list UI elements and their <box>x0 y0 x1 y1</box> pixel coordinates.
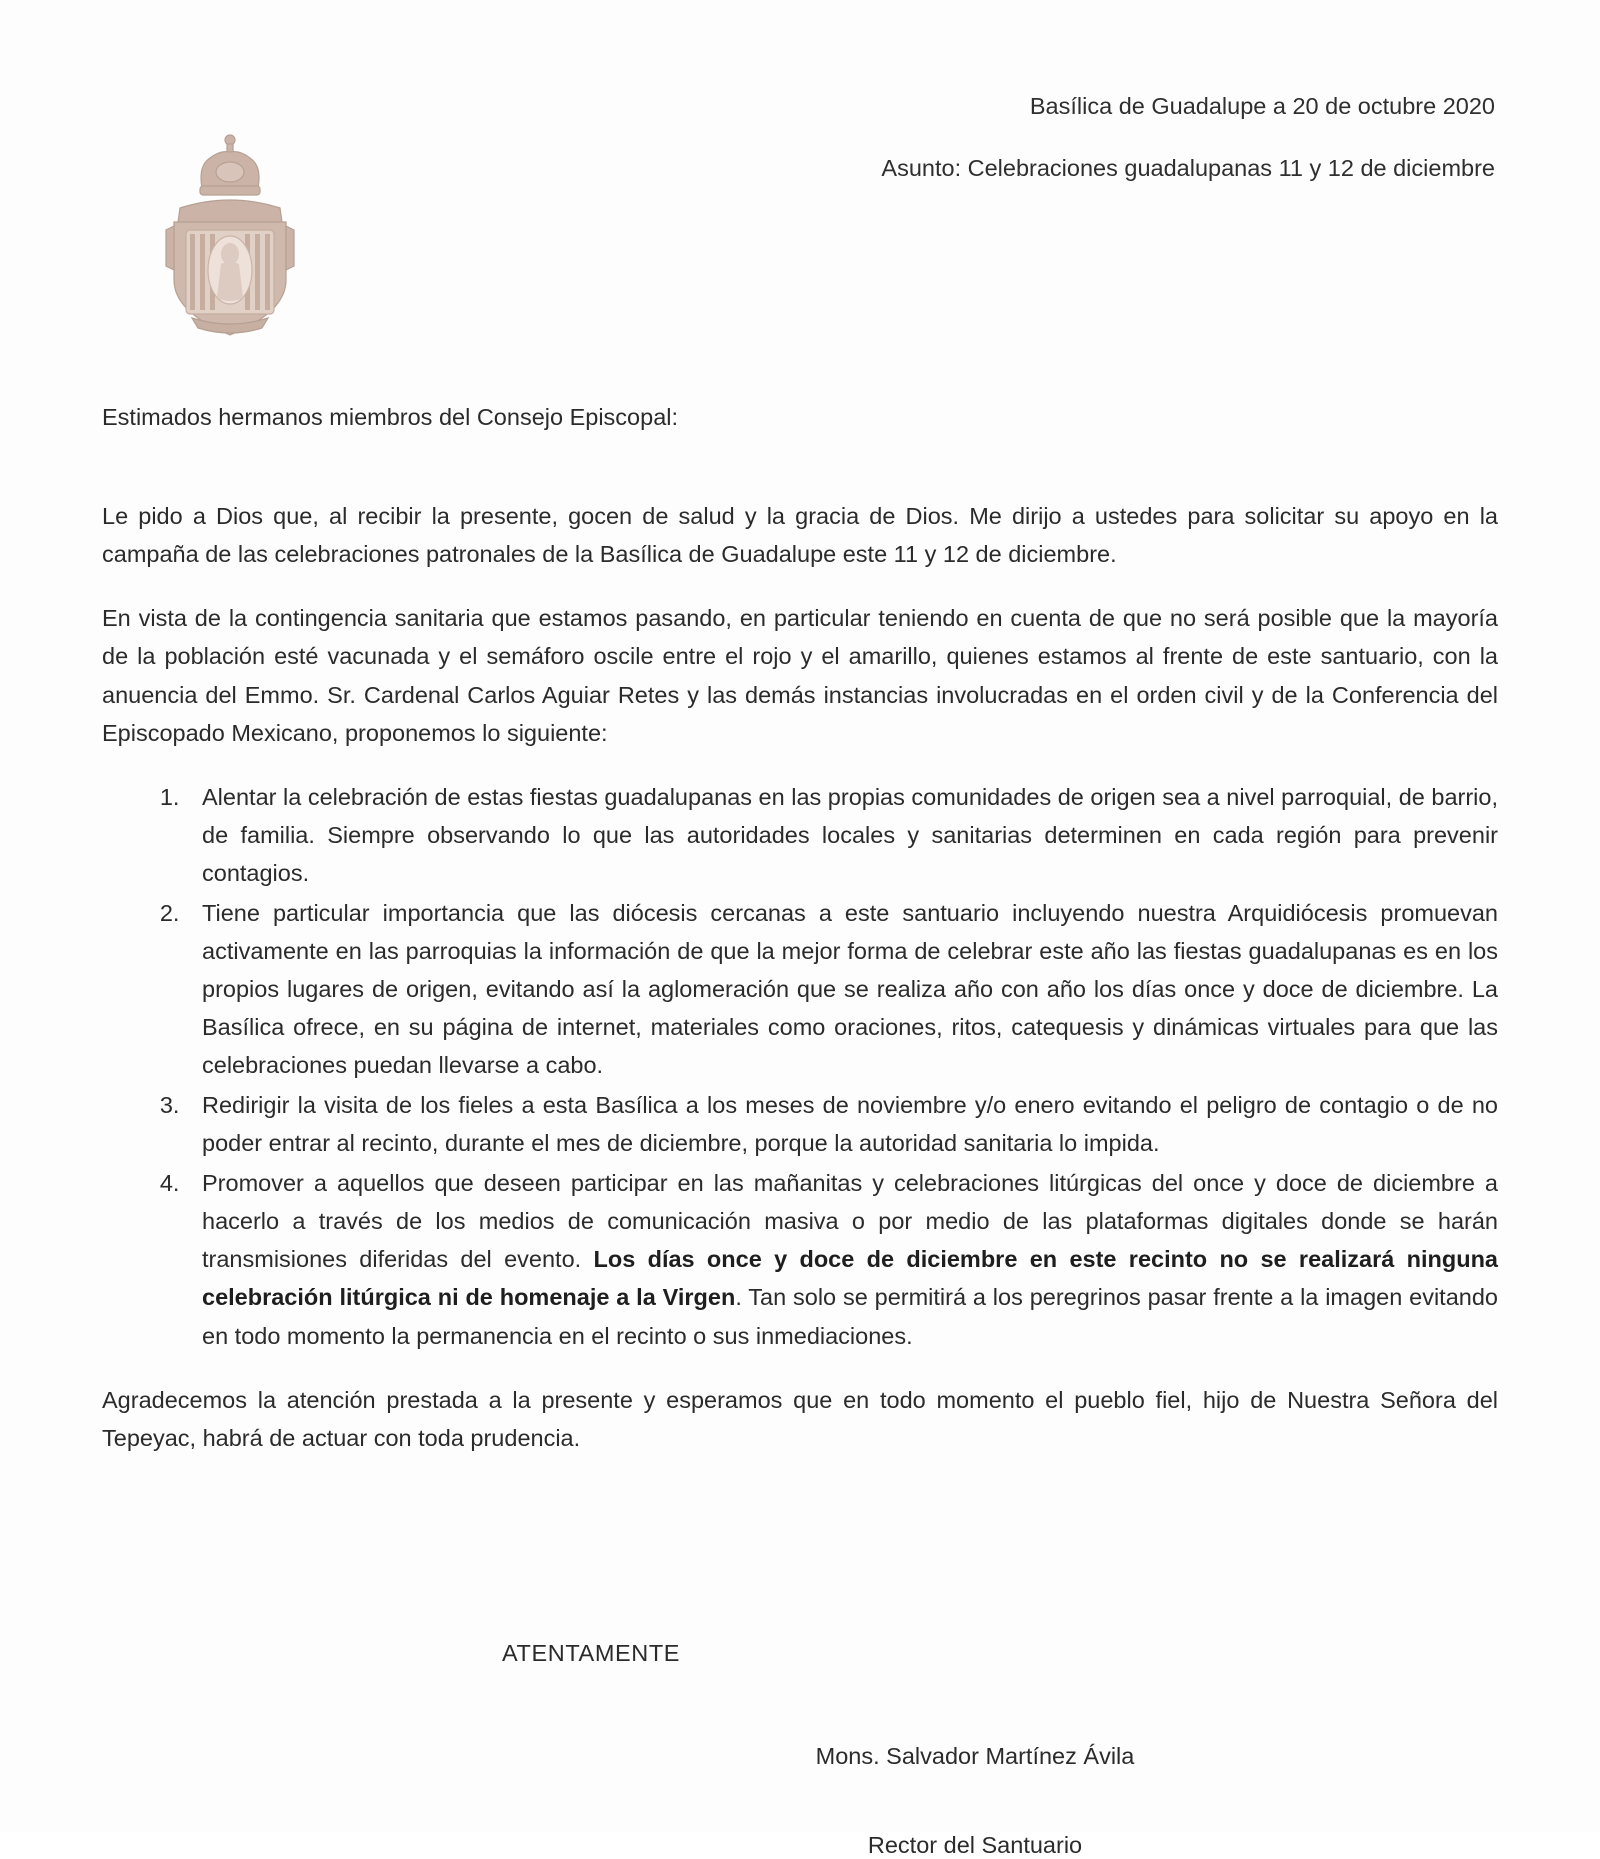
list-item-text: Tiene particular importancia que las diócesis cercanas a este santuario incluyendo nuestra Arquidiócesis promuevan activamente en las parroquias la información de que la mejor forma de celebrar este año las fiestas guadalupanas es en los propios lugares de origen, evitando así la aglomeración que se realiza año con año los días once y doce de diciembre. La Basílica ofrece, en su página de internet, materiales como oraciones, ritos, catequesis y dinámicas virtuales para que las celebraciones puedan llevarse a cabo. <box>202 899 1498 1079</box>
signature-block <box>102 1640 1498 1859</box>
list-item-text: Promover a aquellos que deseen participar en las mañanitas y celebraciones litúrgicas del once y doce de diciembre a hacerlo a través de los medios de comunicación masiva o por medio de las plataformas digitales donde se harán transmisiones diferidas del evento. <box>202 1170 1498 1273</box>
list-item-bold: Los días once y doce de diciembre en este recinto no se realizará ninguna celebración litúrgica ni de homenaje a la Virgen <box>202 1246 1498 1311</box>
paragraph-1: Le pido a Dios que, al recibir la presente, gocen de salud y la gracia de Dios. Me dirijo a ustedes para solicitar su apoyo en la campaña de las celebraciones patronales de la Basílica de Guadalupe este 11 y 12 de diciembre. <box>102 503 1498 568</box>
list-item <box>186 894 1498 1084</box>
list-item-text: Redirigir la visita de los fieles a esta Basílica a los meses de noviembre y/o enero evitando el peligro de contagio o de no poder entrar al recinto, durante el mes de diciembre, porque la autoridad sanitaria lo impida. <box>202 1092 1498 1157</box>
signature-role: Rector del Santuario <box>867 1832 1083 1858</box>
list-item-text: Alentar la celebración de estas fiestas guadalupanas en las propias comunidades de origen sea a nivel parroquial, de barrio, de familia. Siempre observando lo que las autoridades locales y sanitarias determinen en cada región para prevenir contagios. <box>202 783 1498 886</box>
place-and-date: Basílica de Guadalupe a 20 de octubre 2020 <box>1029 93 1495 119</box>
letter-body <box>102 400 1498 1483</box>
list-item <box>186 778 1498 892</box>
list-item <box>186 1086 1498 1162</box>
list-item-text-after: . Tan solo se permitirá a los peregrinos pasar frente a la imagen evitando en todo momento la permanencia en el recinto o sus inmediaciones. <box>202 1284 1498 1349</box>
signature-name: Mons. Salvador Martínez Ávila <box>815 1743 1135 1769</box>
paragraph-2: En vista de la contingencia sanitaria que estamos pasando, en particular teniendo en cuenta de que no será posible que la mayoría de la población esté vacunada y el semáforo oscile entre el rojo y el amarillo, quienes estamos al frente de este santuario, con la anuencia del Emmo. Sr. Cardenal Carlos Aguiar Retes y las demás instancias involucradas en el orden civil y de la Conferencia del Episcopado Mexicano, proponemos lo siguiente: <box>102 605 1498 746</box>
closing-paragraph: Agradecemos la atención prestada a la presente y esperamos que en todo momento el pueblo fiel, hijo de Nuestra Señora del Tepeyac, habrá de actuar con toda prudencia. <box>102 1386 1498 1451</box>
signature-closing: ATENTAMENTE <box>502 1640 681 1666</box>
list-item <box>186 1164 1498 1354</box>
header-block <box>881 88 1495 187</box>
numbered-proposal-list <box>102 778 1498 1355</box>
subject-line: Asunto: Celebraciones guadalupanas 11 y 12 de diciembre <box>881 155 1495 182</box>
coat-of-arms-crest-icon <box>140 130 320 345</box>
letterhead <box>0 0 1600 270</box>
salutation: Estimados hermanos miembros del Consejo Episcopal: <box>102 404 679 430</box>
